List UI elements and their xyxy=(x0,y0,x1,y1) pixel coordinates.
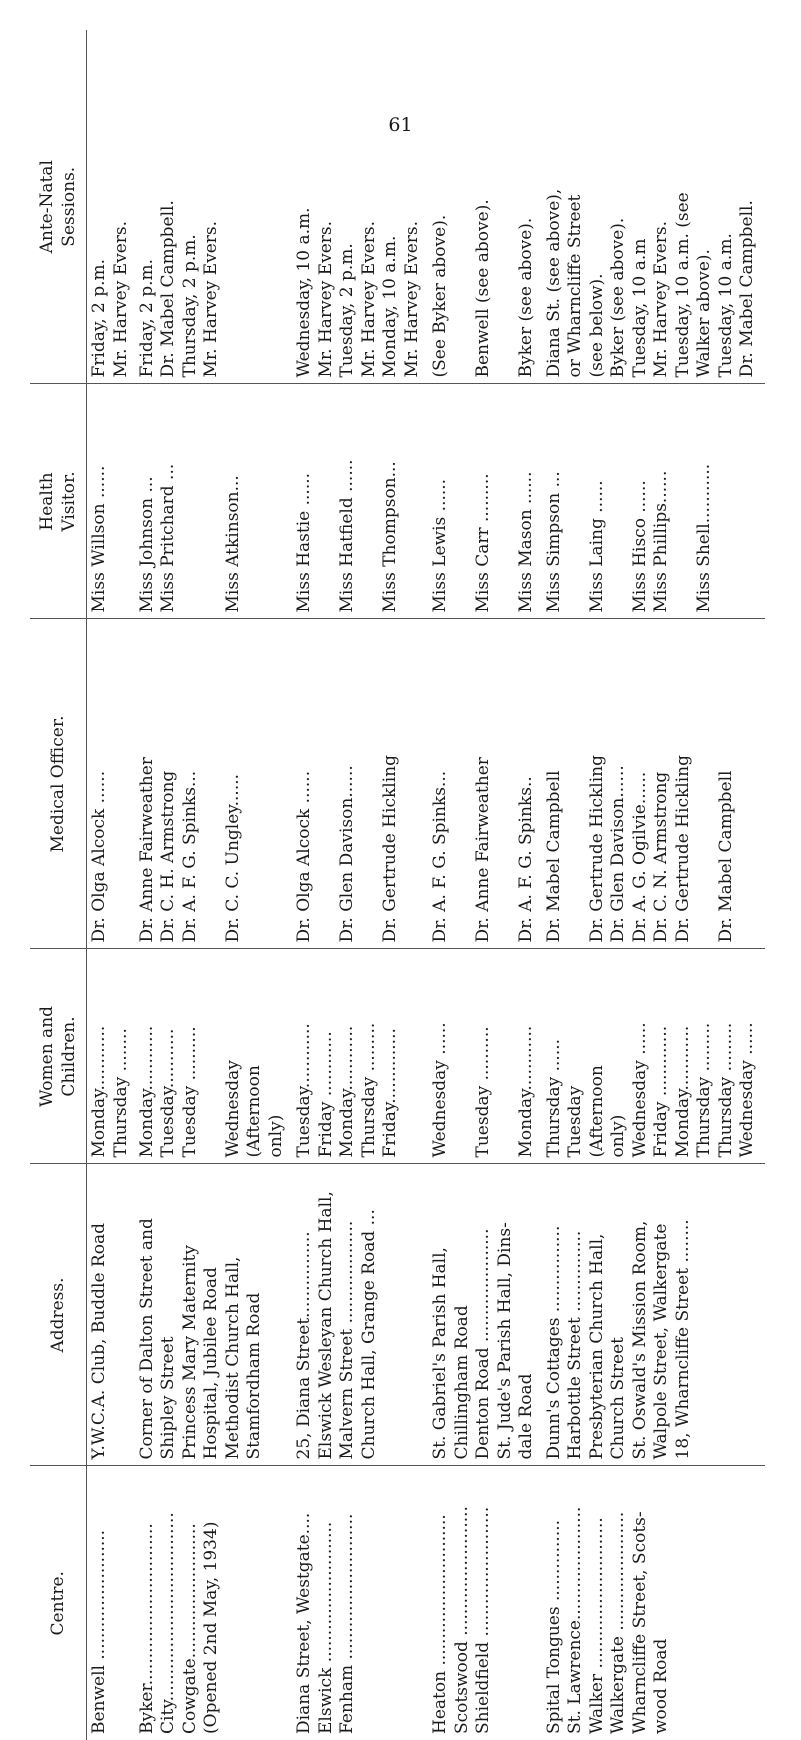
cell-line: Thursday ......... xyxy=(358,1022,379,1158)
cell-line: Elswick Wesleyan Church Hall, xyxy=(315,1191,336,1460)
cell-line: Miss Willson ...... xyxy=(89,465,109,613)
cell-line: Hospital, Jubilee Road xyxy=(201,1267,222,1460)
cell-line: Thursday ......... xyxy=(694,1022,715,1158)
cell-line: Mr. Harvey Evers. xyxy=(110,220,131,378)
cell-line: Walker above). xyxy=(694,249,715,378)
table-row xyxy=(135,30,293,1740)
cell-line: Thursday ......... xyxy=(715,1022,736,1158)
cell-line: Dr. Gertrude Hickling xyxy=(672,754,693,943)
cell-line: Friday ............. xyxy=(651,1025,672,1158)
cell-line: Mr. Harvey Evers. xyxy=(401,220,422,378)
cell-line: Walkergate ...................... xyxy=(608,1511,629,1734)
cell-line: Friday.............. xyxy=(380,1028,401,1158)
cell-line: Presbyterian Church Hall, xyxy=(586,1233,607,1460)
cell-line: or Wharncliffe Street xyxy=(565,194,586,378)
cell-line: City................................... xyxy=(158,1512,179,1734)
rotated-schedule-table xyxy=(30,30,765,1740)
cell-line: Tuesday .......... xyxy=(179,1026,200,1158)
cell-line: Dr. C. H. Armstrong xyxy=(158,770,179,943)
cell-line: Miss Laing ...... xyxy=(586,480,607,613)
cell-line: Dr. A. F. G. Spinks.. xyxy=(516,776,537,943)
header-antenatal-sessions: Ante-Natal Sessions. xyxy=(30,30,87,384)
header-medical-officer: Medical Officer. xyxy=(30,619,87,949)
cell-line: Dr. Mabel Campbell xyxy=(543,770,564,943)
cell-line: only) xyxy=(265,1114,286,1158)
cell-line: Dr. Gertrude Hickling xyxy=(586,754,607,943)
cell-medical xyxy=(135,619,293,949)
cell-line: 18, Wharncliffe Street ........ xyxy=(672,1219,693,1460)
cell-line: Monday............ xyxy=(672,1025,693,1158)
cell-health xyxy=(542,384,765,619)
cell-line xyxy=(316,626,338,943)
cell-antenatal xyxy=(87,30,135,384)
cell-line: Byker (see above). xyxy=(516,217,537,378)
cell-line: Fenham ........................... xyxy=(337,1513,358,1734)
cell-line: Walpole Street, Walkergate xyxy=(651,1223,672,1460)
cell-line xyxy=(495,36,517,378)
cell-line: Tuesday xyxy=(565,1085,586,1158)
cell-line: Cowgate......................... xyxy=(179,1523,200,1734)
cell-antenatal xyxy=(292,30,428,384)
cell-line: (See Byker above). xyxy=(430,214,451,378)
cell-line: Harbottle Street ............... xyxy=(565,1230,586,1460)
cell-line: Miss Phillips...... xyxy=(651,470,672,613)
cell-line: Dr. Glen Davison...... xyxy=(608,765,629,943)
cell-women xyxy=(428,949,542,1164)
cell-centre xyxy=(292,1466,428,1740)
cell-line: Wednesday ...... xyxy=(430,1022,451,1158)
cell-line: Princess Mary Maternity xyxy=(179,1245,200,1460)
cell-line: Miss Mason ...... xyxy=(516,471,537,613)
cell-health xyxy=(428,384,542,619)
cell-line xyxy=(452,956,474,1158)
cell-line: Dr. C. N. Armstrong xyxy=(651,771,672,943)
cell-line: Dr. Mabel Campbell xyxy=(715,770,736,943)
header-women-children: Women and Children. xyxy=(30,949,87,1164)
cell-line: Monday, 10 a.m. xyxy=(380,235,401,378)
cell-line: 25, Diana Street................ xyxy=(294,1231,315,1460)
cell-line xyxy=(201,391,223,613)
cell-line: Miss Johnson ... xyxy=(136,476,157,613)
cell-line: Byker.............................. xyxy=(136,1523,157,1734)
cell-line: Church Street xyxy=(608,1337,629,1460)
cell-antenatal xyxy=(428,30,542,384)
cell-line: (Afternoon xyxy=(586,1065,607,1158)
cell-line: Heaton ............................ xyxy=(430,1514,451,1734)
cell-line xyxy=(111,391,133,613)
cell-line: Miss Pritchard ... xyxy=(158,463,179,613)
cell-line: Tuesday........... xyxy=(158,1028,179,1158)
cell-centre xyxy=(428,1466,542,1740)
cell-line: Dr. Gertrude Hickling xyxy=(380,754,401,943)
table-row xyxy=(87,30,135,1740)
cell-line: Thursday, 2 p.m. xyxy=(179,234,200,378)
cell-line: Dr. A. F. G. Spinks... xyxy=(430,770,451,943)
cell-address xyxy=(87,1164,135,1466)
cell-centre xyxy=(135,1466,293,1740)
cell-line xyxy=(201,956,223,1158)
cell-line: Tuesday............ xyxy=(294,1023,315,1158)
cell-women xyxy=(87,949,135,1164)
cell-line xyxy=(111,626,133,943)
header-address: Address. xyxy=(30,1164,87,1466)
cell-medical xyxy=(428,619,542,949)
cell-line: Miss Thompson... xyxy=(380,461,401,613)
cell-medical xyxy=(542,619,765,949)
cell-antenatal xyxy=(542,30,765,384)
cell-address xyxy=(292,1164,428,1466)
cell-line: Miss Shell........... xyxy=(694,463,715,613)
cell-line xyxy=(359,626,381,943)
cell-line: Dr. A. F. G. Spinks... xyxy=(179,770,200,943)
cell-line xyxy=(452,626,474,943)
cell-address xyxy=(135,1164,293,1466)
cell-line xyxy=(495,391,517,613)
cell-line: St. Gabriel's Parish Hall, xyxy=(430,1247,451,1460)
cell-antenatal xyxy=(135,30,293,384)
cell-line: Mr. Harvey Evers. xyxy=(651,220,672,378)
cell-line: Shieldfield ........................ xyxy=(473,1506,494,1734)
cell-line: Y.W.C.A. Club, Buddle Road xyxy=(89,1223,109,1460)
clinic-schedule-table xyxy=(30,30,765,1740)
cell-line: Miss Simpson ... xyxy=(543,471,564,613)
cell-line xyxy=(694,626,716,943)
cell-line: Mr. Harvey Evers. xyxy=(201,220,222,378)
cell-line: Monday............ xyxy=(516,1025,537,1158)
cell-line: Dr. Mabel Campbell. xyxy=(737,200,758,378)
cell-health xyxy=(135,384,293,619)
cell-line: Tuesday, 10 a.m xyxy=(629,238,650,378)
cell-centre xyxy=(542,1466,765,1740)
cell-line: Friday, 2 p.m. xyxy=(89,258,109,378)
cell-address xyxy=(542,1164,765,1466)
table-row xyxy=(542,30,765,1740)
cell-line: Mr. Harvey Evers. xyxy=(358,220,379,378)
cell-line: Malvern Street ................... xyxy=(337,1220,358,1460)
cell-line: Miss Hatfield ...... xyxy=(337,459,358,613)
cell-line: wood Road xyxy=(651,1638,672,1734)
cell-line xyxy=(452,36,474,378)
cell-line: Wednesday, 10 a.m. xyxy=(294,207,315,378)
cell-line: Dr. Anne Fairweather xyxy=(473,757,494,943)
cell-line: St. Oswald's Mission Room, xyxy=(629,1220,650,1460)
cell-line: Dr. Anne Fairweather xyxy=(136,757,157,943)
cell-line: (Afternoon xyxy=(244,1065,265,1158)
cell-line xyxy=(316,391,338,613)
cell-line: Dr. A. G. Ogilvie...... xyxy=(629,771,650,943)
cell-line xyxy=(201,626,223,943)
cell-line: Wednesday xyxy=(222,1060,243,1158)
cell-line xyxy=(608,391,630,613)
cell-line xyxy=(180,391,202,613)
cell-health xyxy=(292,384,428,619)
cell-line: Monday............ xyxy=(337,1025,358,1158)
cell-line xyxy=(495,956,517,1158)
cell-line xyxy=(565,626,587,943)
cell-line: Diana St. (see above), xyxy=(543,188,564,378)
cell-line: Chillingham Road xyxy=(451,1305,472,1460)
cell-line: Tuesday, 10 a.m. xyxy=(715,233,736,378)
table-row xyxy=(292,30,428,1740)
cell-line: Methodist Church Hall, xyxy=(222,1256,243,1460)
cell-line: Miss Atkinson... xyxy=(222,475,243,613)
cell-line: Miss Hastie ...... xyxy=(294,472,315,613)
cell-line: Elswick .......................... xyxy=(315,1521,336,1734)
cell-line: only) xyxy=(608,1114,629,1158)
cell-line: Dunn's Cottages ................ xyxy=(543,1225,564,1460)
cell-line: Dr. Mabel Campbell. xyxy=(158,200,179,378)
header-health-visitor: Health Visitor. xyxy=(30,384,87,619)
cell-women xyxy=(542,949,765,1164)
cell-line: Corner of Dalton Street and xyxy=(136,1218,157,1460)
cell-line: Dr. Olga Alcock ...... xyxy=(89,770,109,943)
cell-line: Tuesday .......... xyxy=(473,1026,494,1158)
cell-line: (see below). xyxy=(586,273,607,378)
cell-line: St. Jude's Parish Hall, Dins- xyxy=(494,1222,515,1460)
cell-line: Miss Carr ......... xyxy=(473,473,494,613)
cell-line: Church Hall, Grange Road ... xyxy=(358,1209,379,1460)
cell-line: Friday, 2 p.m. xyxy=(136,258,157,378)
cell-medical xyxy=(292,619,428,949)
cell-line: dale Road xyxy=(516,1373,537,1460)
cell-medical xyxy=(87,619,135,949)
cell-line xyxy=(452,391,474,613)
table-row xyxy=(428,30,542,1740)
cell-centre xyxy=(87,1466,135,1740)
cell-line: Wednesday ...... xyxy=(737,1022,758,1158)
cell-line: Tuesday, 2 p.m. xyxy=(337,243,358,378)
cell-line xyxy=(359,391,381,613)
cell-health xyxy=(87,384,135,619)
cell-line: Benwell (see above). xyxy=(473,199,494,378)
cell-address xyxy=(428,1164,542,1466)
cell-line xyxy=(495,626,517,943)
cell-women xyxy=(135,949,293,1164)
cell-line: Miss Hisco ...... xyxy=(629,480,650,613)
cell-line: Mr. Harvey Evers. xyxy=(315,220,336,378)
cell-line: Thursday ...... xyxy=(543,1038,564,1158)
cell-line: St. Lawrence..................... xyxy=(565,1506,586,1734)
cell-line: Tuesday, 10 a.m. (see xyxy=(672,192,693,378)
cell-line xyxy=(673,391,695,613)
cell-line: Monday............ xyxy=(89,1025,109,1158)
cell-line: Spital Tongues ............... xyxy=(543,1519,564,1734)
cell-line: Miss Lewis ...... xyxy=(430,478,451,613)
cell-line: Dr. C. C. Ungley...... xyxy=(222,773,243,943)
header-centre: Centre. xyxy=(30,1466,87,1740)
cell-line: Scotswood ........................ xyxy=(451,1506,472,1734)
cell-line: (Opened 2nd May, 1934) xyxy=(201,1521,222,1734)
cell-line xyxy=(565,391,587,613)
cell-line: Shipley Street xyxy=(158,1336,179,1460)
cell-line: Wharncliffe Street, Scots- xyxy=(629,1511,650,1734)
cell-line: Denton Road ..................... xyxy=(473,1228,494,1460)
cell-line: Wednesday ...... xyxy=(629,1022,650,1158)
cell-line: Monday............ xyxy=(136,1025,157,1158)
cell-line: Dr. Olga Alcock ...... xyxy=(294,770,315,943)
cell-line: Stamfordham Road xyxy=(244,1292,265,1460)
cell-line: Walker ............................ xyxy=(586,1517,607,1734)
page-number: 61 xyxy=(388,114,413,136)
header-row xyxy=(30,30,87,1740)
cell-line: Dr. Glen Davison...... xyxy=(337,765,358,943)
cell-women xyxy=(292,949,428,1164)
cell-line: Diana Street, Westgate.... xyxy=(294,1512,315,1734)
cell-line: Thursday ........ xyxy=(110,1028,131,1158)
cell-line: Friday ............ xyxy=(315,1031,336,1158)
cell-line: Benwell ........................ xyxy=(89,1529,109,1734)
cell-line: Byker (see above). xyxy=(608,217,629,378)
